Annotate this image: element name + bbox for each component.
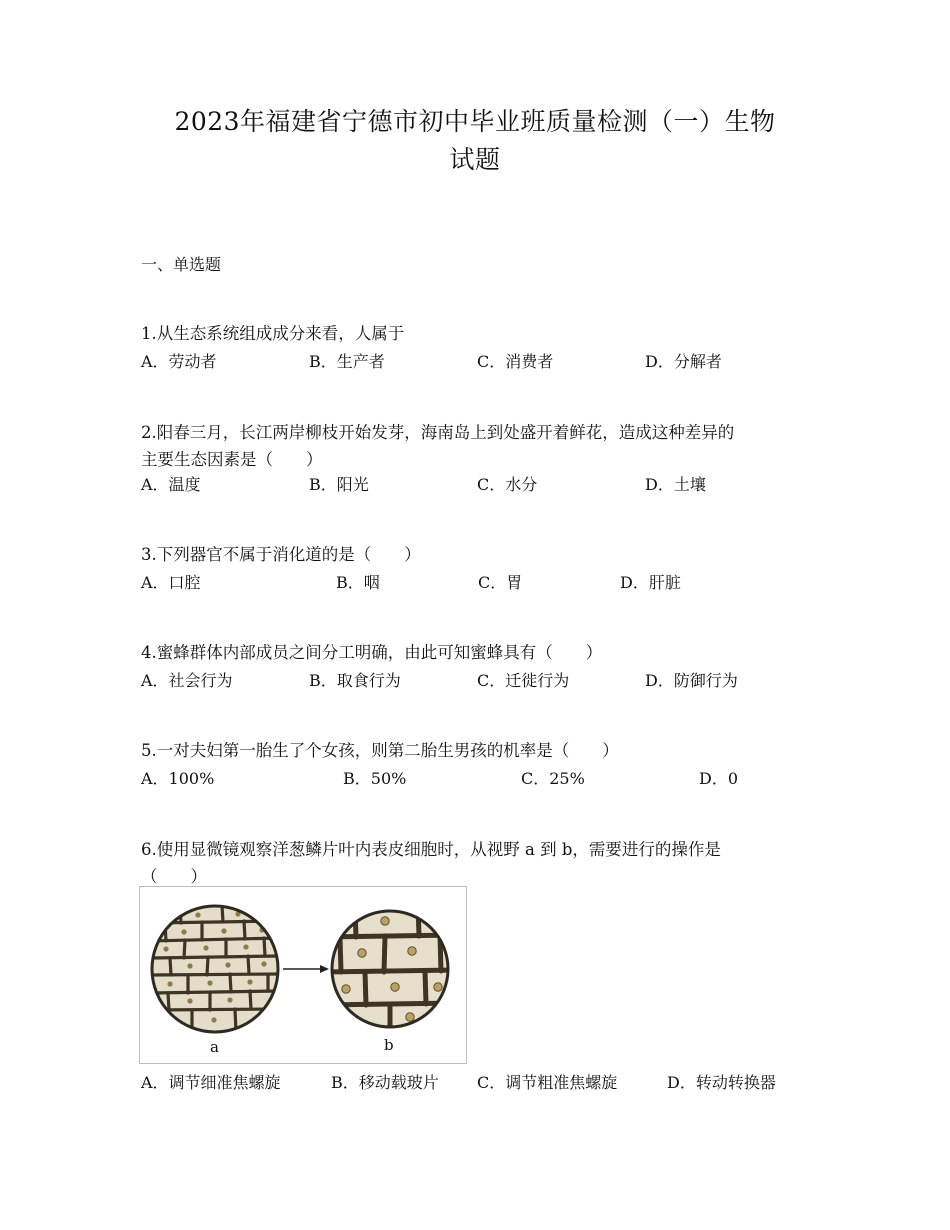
exam-title-line-2: 试题 xyxy=(449,145,501,174)
question-3-option-d[interactable]: D．肝脏 xyxy=(620,573,681,592)
question-1-options xyxy=(141,349,861,375)
question-6-stem-line-2: （ ） xyxy=(141,867,207,886)
question-6-option-a[interactable]: A．调节细准焦螺旋 xyxy=(141,1073,281,1092)
field-of-view-a xyxy=(150,905,280,1032)
question-2-stem xyxy=(141,419,821,473)
question-1-option-c[interactable]: C．消费者 xyxy=(477,352,554,371)
question-4-options xyxy=(141,668,861,694)
question-5-option-a[interactable]: A．100% xyxy=(141,769,215,788)
question-1-option-d[interactable]: D．分解者 xyxy=(645,352,722,371)
question-4-option-b[interactable]: B．取食行为 xyxy=(309,671,401,690)
question-2-option-b[interactable]: B．阳光 xyxy=(309,475,369,494)
question-5-option-c[interactable]: C．25% xyxy=(521,769,585,788)
question-5-stem-line-1: 5.一对夫妇第一胎生了个女孩，则第二胎生男孩的机率是（ ） xyxy=(141,741,619,760)
question-5-option-d[interactable]: D．0 xyxy=(699,769,739,788)
question-3-stem xyxy=(141,541,821,568)
question-6-stem-line-1: 6.使用显微镜观察洋葱鳞片叶内表皮细胞时，从视野 a 到 b，需要进行的操作是 xyxy=(141,840,721,859)
question-4-option-d[interactable]: D．防御行为 xyxy=(645,671,738,690)
question-6-option-c[interactable]: C．调节粗准焦螺旋 xyxy=(477,1073,618,1092)
question-4-stem-line-1: 4.蜜蜂群体内部成员之间分工明确，由此可知蜜蜂具有（ ） xyxy=(141,643,603,662)
question-4-option-a[interactable]: A．社会行为 xyxy=(141,671,233,690)
question-2-option-a[interactable]: A．温度 xyxy=(141,475,201,494)
question-6-stem xyxy=(141,836,821,890)
question-2-options xyxy=(141,472,861,498)
microscope-views-illustration xyxy=(140,887,466,1063)
arrow-icon xyxy=(283,965,329,973)
question-1-stem xyxy=(141,320,821,347)
question-2-option-c[interactable]: C．水分 xyxy=(477,475,538,494)
question-1-option-b[interactable]: B．生产者 xyxy=(309,352,385,371)
question-6-option-d[interactable]: D．转动转换器 xyxy=(667,1073,776,1092)
question-3-option-b[interactable]: B．咽 xyxy=(336,573,380,592)
question-3-option-c[interactable]: C．胃 xyxy=(478,573,523,592)
question-5-options xyxy=(141,766,861,792)
microscope-field-figure xyxy=(139,886,467,1064)
question-6-options xyxy=(141,1070,861,1096)
figure-label-b: b xyxy=(384,1036,394,1054)
question-1-option-a[interactable]: A．劳动者 xyxy=(141,352,217,371)
question-2-option-d[interactable]: D．土壤 xyxy=(645,475,706,494)
question-3-options xyxy=(141,570,861,596)
question-4-option-c[interactable]: C．迁徙行为 xyxy=(477,671,570,690)
question-2-stem-line-1: 2.阳春三月，长江两岸柳枝开始发芽，海南岛上到处盛开着鲜花，造成这种差异的 xyxy=(141,423,735,442)
question-6-option-b[interactable]: B．移动载玻片 xyxy=(331,1073,439,1092)
question-3-stem-line-1: 3.下列器官不属于消化道的是（ ） xyxy=(141,545,421,564)
exam-title-line-1: 2023年福建省宁德市初中毕业班质量检测（一）生物 xyxy=(174,107,776,136)
figure-label-a: a xyxy=(210,1038,219,1056)
question-1-stem-line-1: 1.从生态系统组成成分来看，人属于 xyxy=(141,324,405,343)
question-4-stem xyxy=(141,639,821,666)
field-of-view-b xyxy=(325,905,455,1032)
question-5-stem xyxy=(141,737,821,764)
question-5-option-b[interactable]: B．50% xyxy=(343,769,407,788)
section-heading: 一、单选题 xyxy=(141,255,222,274)
question-3-option-a[interactable]: A．口腔 xyxy=(141,573,201,592)
question-2-stem-line-2: 主要生态因素是（ ） xyxy=(141,450,323,469)
